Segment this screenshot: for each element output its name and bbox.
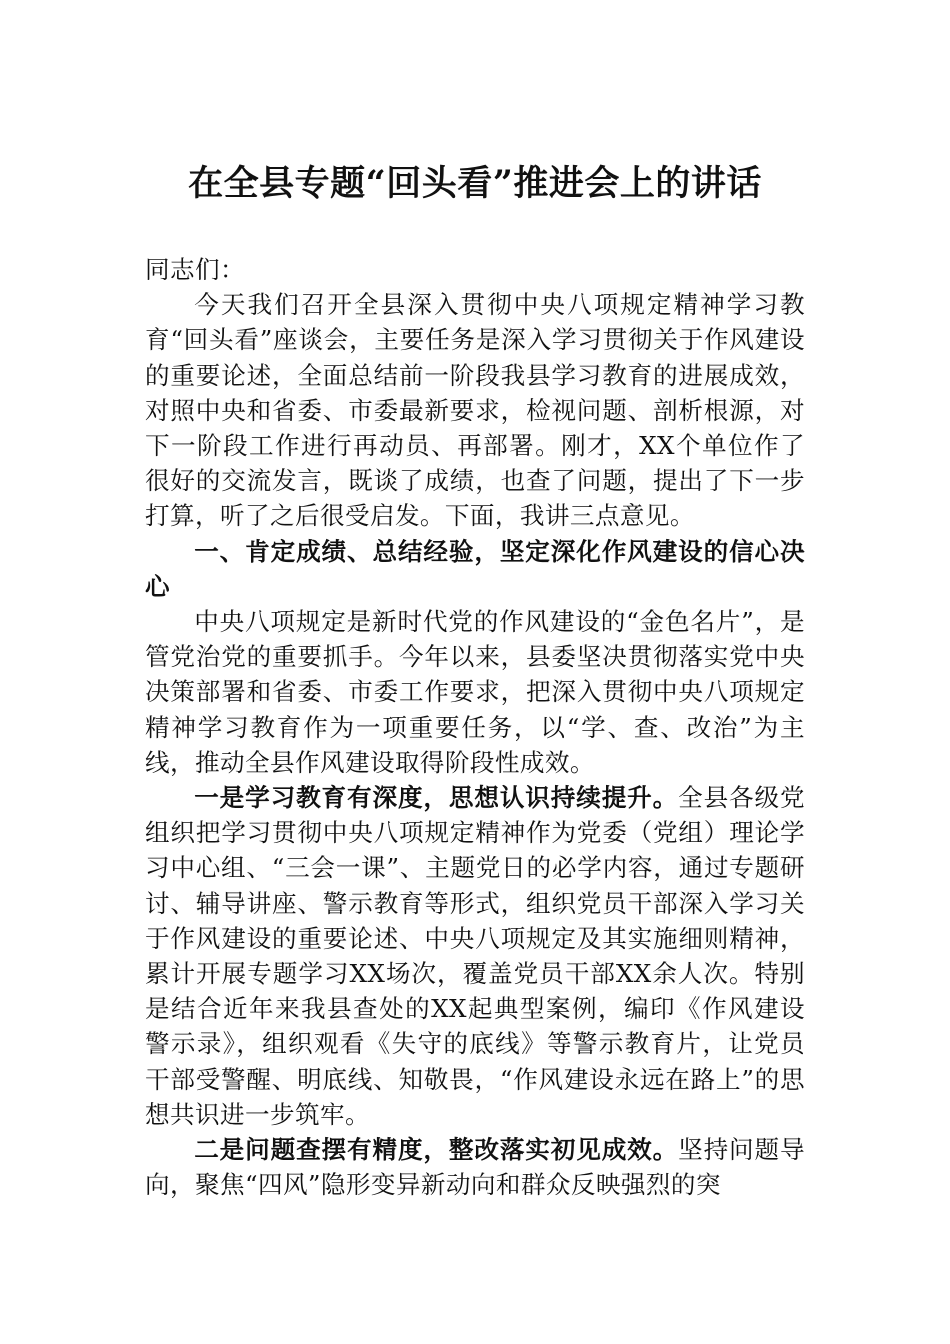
section-heading: 一、肯定成绩、总结经验，坚定深化作风建设的信心决心 bbox=[145, 536, 805, 601]
document-title: 在全县专题“回头看”推进会上的讲话 bbox=[188, 163, 762, 204]
point-one-body: 全县各级党组织把学习贯彻中央八项规定精神作为党委（党组）理论学习中心组、“三会一课”、主题党日的必学内容，通过专题研讨、辅导讲座、警示教育等形式，组织党员干部深入学习关于作风建设的重要论述、中央八项规定及其实施细则精神，累计开展专题学习XX场次，覆盖党员干部XX余人次。特别是结合近年来我县查处的XX起典型案例，编印《作风建设警示录》，组织观看《失守的底线》等警示教育片，让党员干部受警醒、明底线、知敬畏，“作风建设永远在路上”的思想共识进一步筑牢。 bbox=[145, 783, 805, 1129]
point-one-paragraph bbox=[145, 780, 805, 1132]
point-two-paragraph bbox=[145, 1132, 805, 1202]
point-two-lead: 二是问题查摆有精度，整改落实初见成效。 bbox=[194, 1135, 679, 1165]
salutation: 同志们： bbox=[145, 255, 245, 284]
document-body bbox=[145, 252, 805, 1202]
section-intro-paragraph: 中央八项规定是新时代党的作风建设的“金色名片”，是管党治党的重要抓手。今年以来，县委坚决贯彻落实党中央决策部署和省委、市委工作要求，把深入贯彻中央八项规定精神学习教育作为一项重要任务，以“学、查、改治”为主线，推动全县作风建设取得阶段性成效。 bbox=[145, 607, 805, 777]
intro-paragraph: 今天我们召开全县深入贯彻中央八项规定精神学习教育“回头看”座谈会，主要任务是深入学习贯彻关于作风建设的重要论述，全面总结前一阶段我县学习教育的进展成效，对照中央和省委、市委最新要求，检视问题、剖析根源，对下一阶段工作进行再动员、再部署。刚才，XX个单位作了很好的交流发言，既谈了成绩，也查了问题，提出了下一步打算，听了之后很受启发。下面，我讲三点意见。 bbox=[145, 290, 805, 531]
point-two-body: 坚持问题导向，聚焦“四风”隐形变异新动向和群众反映强烈的突 bbox=[145, 1135, 805, 1200]
point-one-lead: 一是学习教育有深度，思想认识持续提升。 bbox=[194, 783, 679, 813]
